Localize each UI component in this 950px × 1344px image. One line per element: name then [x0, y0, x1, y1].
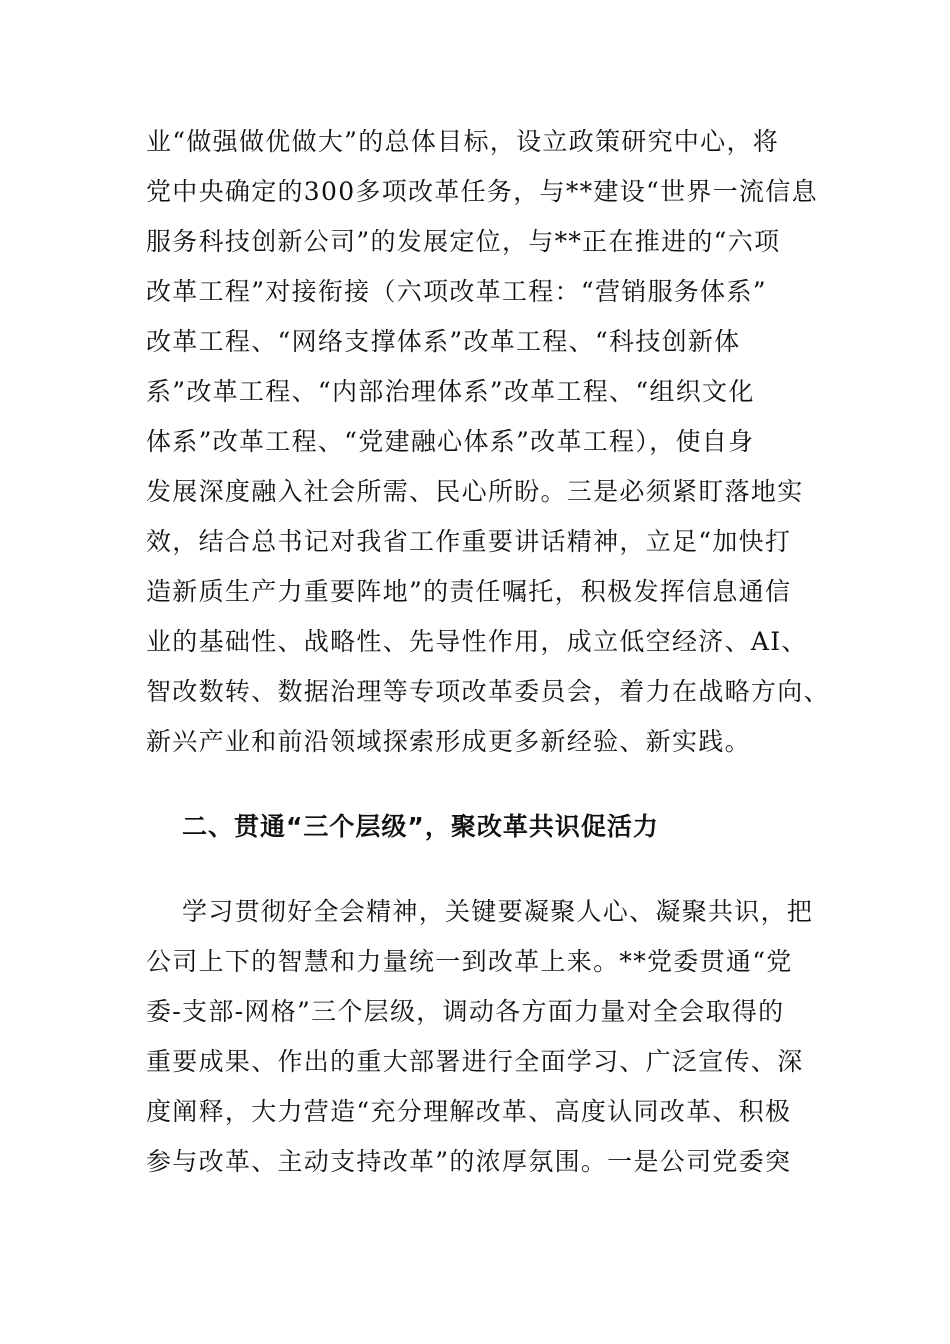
paragraph-1-line-4: 改革工程”对接衔接（六项改革工程：“营销服务体系”	[146, 277, 767, 306]
paragraph-1-line-9: 效，结合总书记对我省工作重要讲话精神，立足“加快打	[146, 527, 792, 556]
paragraph-1-line-13: 新兴产业和前沿领域探索形成更多新经验、新实践。	[146, 727, 751, 756]
paragraph-1-line-3: 服务科技创新公司”的发展定位，与**正在推进的“六项	[146, 227, 781, 256]
paragraph-1-line-10: 造新质生产力重要阵地”的责任嘱托，积极发挥信息通信	[146, 577, 792, 606]
paragraph-1-line-12: 智改数转、数据治理等专项改革委员会，着力在战略方向、	[146, 677, 830, 706]
section-heading: 二、贯通“三个层级”，聚改革共识促活力	[182, 812, 659, 841]
paragraph-1-line-5: 改革工程、“网络支撑体系”改革工程、“科技创新体	[146, 327, 741, 356]
paragraph-1-line-11: 业的基础性、战略性、先导性作用，成立低空经济、AI、	[146, 627, 808, 656]
paragraph-1-line-7: 体系”改革工程、“党建融心体系”改革工程），使自身	[146, 427, 755, 456]
paragraph-2-line-6: 参与改革、主动支持改革”的浓厚氛围。一是公司党委突	[146, 1147, 792, 1176]
paragraph-1-line-1: 业“做强做优做大”的总体目标，设立政策研究中心，将	[146, 127, 780, 156]
paragraph-1-line-6: 系”改革工程、“内部治理体系”改革工程、“组织文化	[146, 377, 755, 406]
paragraph-2-line-3: 委-支部-网格”三个层级，调动各方面力量对全会取得的	[146, 997, 785, 1026]
paragraph-2-line-4: 重要成果、作出的重大部署进行全面学习、广泛宣传、深	[146, 1047, 804, 1076]
paragraph-2-line-5: 度阐释，大力营造“充分理解改革、高度认同改革、积极	[146, 1097, 792, 1126]
paragraph-2-line-1: 学习贯彻好全会精神，关键要凝聚人心、凝聚共识，把	[182, 897, 814, 926]
paragraph-1-line-2: 党中央确定的300多项改革任务，与**建设“世界一流信息	[146, 177, 818, 206]
paragraph-1-line-8: 发展深度融入社会所需、民心所盼。三是必须紧盯落地实	[146, 477, 804, 506]
paragraph-2-line-2: 公司上下的智慧和力量统一到改革上来。**党委贯通“党	[146, 947, 793, 976]
